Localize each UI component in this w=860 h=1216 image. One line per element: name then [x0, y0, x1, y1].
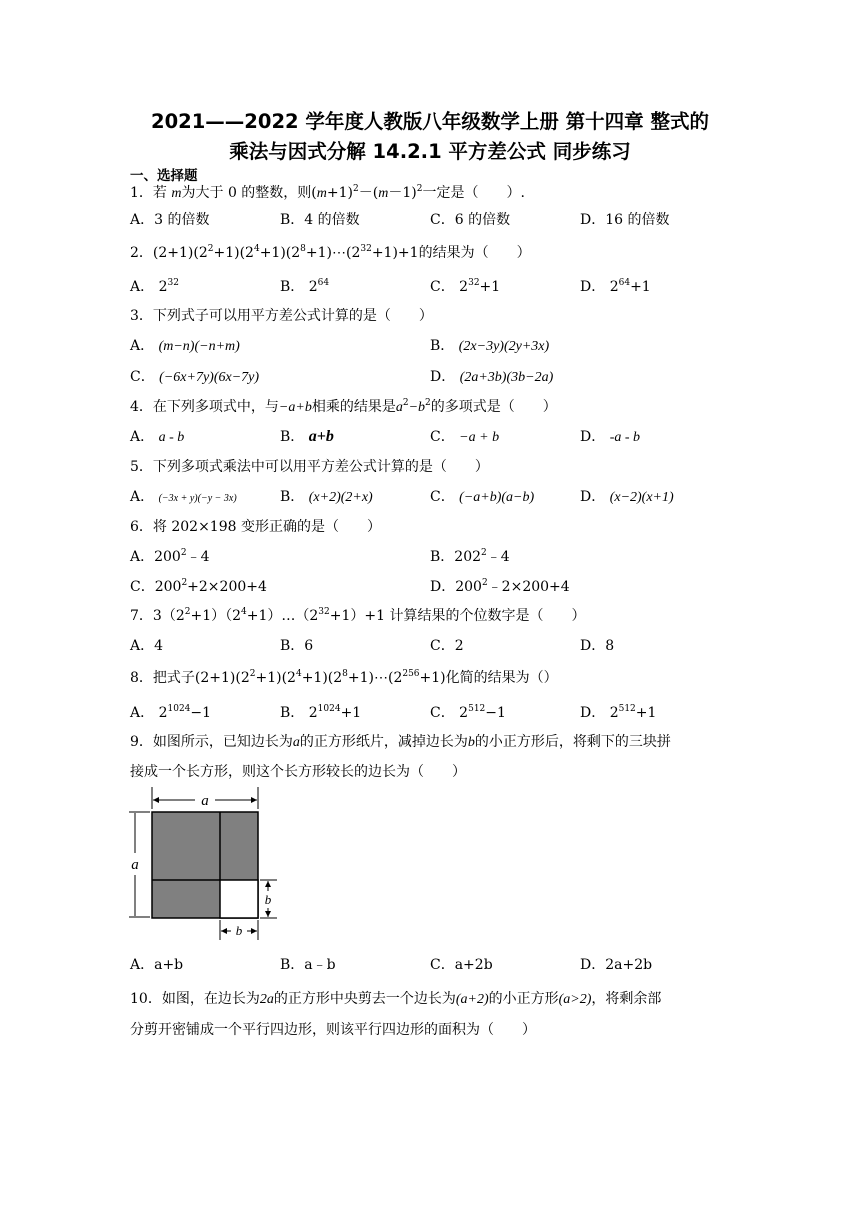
q4-option-a[interactable]: A． a - b [130, 429, 185, 445]
square-diagram [125, 785, 285, 945]
q5-option-b[interactable]: B． (x+2)(2+x) [280, 489, 373, 505]
question-3: 3．下列式子可以用平方差公式计算的是（ ） [130, 308, 433, 324]
arrow-b2-right [251, 928, 257, 934]
question-9-line-1: 9．如图所示，已知边长为a的正方形纸片，减掉边长为b的小正方形后，将剩下的三块拼 [130, 734, 671, 750]
q3-option-d[interactable]: D． (2a+3b)(3b−2a) [430, 369, 554, 385]
q6-option-b[interactable]: B．$202^2﹣4$ [430, 548, 510, 565]
q1-option-a[interactable]: A．3 的倍数 [130, 212, 210, 228]
q2-option-d[interactable]: D． $2^{64}+1$ [580, 278, 651, 295]
arrow-b-bottom [265, 911, 271, 917]
question-10-line-1: 10．如图，在边长为2a的正方形中央剪去一个边长为(a+2)的小正方形(a>2)，将剩余部 [130, 991, 662, 1007]
q7-option-b[interactable]: B．6 [280, 638, 314, 654]
arrow-b2-left [221, 928, 227, 934]
q4-option-b[interactable]: B． a+b [280, 428, 334, 445]
question-10-line-2: 分剪开密铺成一个平行四边形，则该平行四边形的面积为（ ） [130, 1022, 536, 1038]
arrow-b-top [265, 881, 271, 887]
q6-option-a[interactable]: A．$200^2﹣4$ [130, 548, 210, 565]
question-7: 7．$3(2^2+1)(2^4+1)\dots(2^{32}+1)+1$ 计算结果的个位数字是（ ） [130, 607, 586, 624]
q8-option-a[interactable]: A． $2^{1024}-1$ [130, 704, 212, 721]
q9-option-d[interactable]: D．2a+2b [580, 957, 653, 973]
question-4: 4．在下列多项式中，与−a+b相乘的结果是$a^2-b^2$的多项式是（ ） [130, 398, 557, 415]
question-8: 8．把式子$(2+1)(2^2+1)(2^4+1)(2^8+1)\cdots(2^{256}+1)$化简的结果为（） [130, 669, 558, 686]
title-line-2: 乘法与因式分解 14.2.1 平方差公式 同步练习 [229, 140, 631, 163]
q5-option-d[interactable]: D． (x−2)(x+1) [580, 489, 674, 505]
q1-option-d[interactable]: D．16 的倍数 [580, 212, 670, 228]
small-square-cutout [220, 880, 258, 918]
question-9-line-2: 接成一个长方形，则这个长方形较长的边长为（ ） [130, 764, 466, 780]
q9-option-b[interactable]: B．a﹣b [280, 957, 336, 973]
label-left-a: a [131, 857, 139, 873]
q7-option-c[interactable]: C．2 [430, 638, 464, 654]
label-right-b: b [264, 892, 272, 907]
q4-option-c[interactable]: C． −a + b [430, 429, 500, 445]
question-5: 5．下列多项式乘法中可以用平方差公式计算的是（ ） [130, 459, 489, 475]
q3-option-b[interactable]: B． (2x−3y)(2y+3x) [430, 338, 550, 354]
q1-option-b[interactable]: B．4 的倍数 [280, 212, 360, 228]
q9-option-a[interactable]: A．a+b [130, 957, 184, 973]
q2-option-c[interactable]: C． $2^{32}+1$ [430, 278, 501, 295]
label-bottom-b: b [235, 923, 243, 938]
question-2: 2．$(2+1)(2^2+1)(2^4+1)(2^8+1)\cdots(2^{32}+1)+1$的结果为（ ） [130, 244, 531, 261]
q8-option-d[interactable]: D． $2^{512}+1$ [580, 704, 657, 721]
q3-option-c[interactable]: C． (−6x+7y)(6x−7y) [130, 369, 260, 385]
q2-option-b[interactable]: B． $2^{64}$ [280, 278, 330, 295]
arrow-top-left [153, 797, 159, 803]
q3-option-a[interactable]: A． (m−n)(−n+m) [130, 338, 240, 354]
q4-option-d[interactable]: D． -a - b [580, 429, 641, 445]
q8-option-b[interactable]: B． $2^{1024}+1$ [280, 704, 362, 721]
q7-option-d[interactable]: D．8 [580, 638, 615, 654]
q6-option-d[interactable]: D．$200^2﹣2\times 200+4$ [430, 578, 570, 595]
q5-option-c[interactable]: C． (−a+b)(a−b) [430, 489, 535, 505]
label-top-a: a [201, 793, 209, 809]
q9-option-c[interactable]: C．a+2b [430, 957, 493, 973]
arrow-top-right [251, 797, 257, 803]
q6-option-c[interactable]: C．$200^2+2\times 200+4$ [130, 578, 267, 595]
title-line-1: 2021——2022 学年度人教版八年级数学上册 第十四章 整式的 [151, 110, 709, 133]
q1-option-c[interactable]: C．6 的倍数 [430, 212, 511, 228]
question-1: 1．若 m为大于 0 的整数，则$(m+1)^2-(m-1)^2$一定是（ ）. [130, 184, 525, 201]
q8-option-c[interactable]: C． $2^{512}-1$ [430, 704, 506, 721]
q2-option-a[interactable]: A． $2^{32}$ [130, 278, 179, 295]
q7-option-a[interactable]: A．4 [130, 638, 164, 654]
question-6: 6．将 202×198 变形正确的是（ ） [130, 519, 381, 535]
section-heading: 一、选择题 [130, 168, 198, 184]
q5-option-a[interactable]: A． (−3x + y)(−y − 3x) [130, 489, 237, 505]
